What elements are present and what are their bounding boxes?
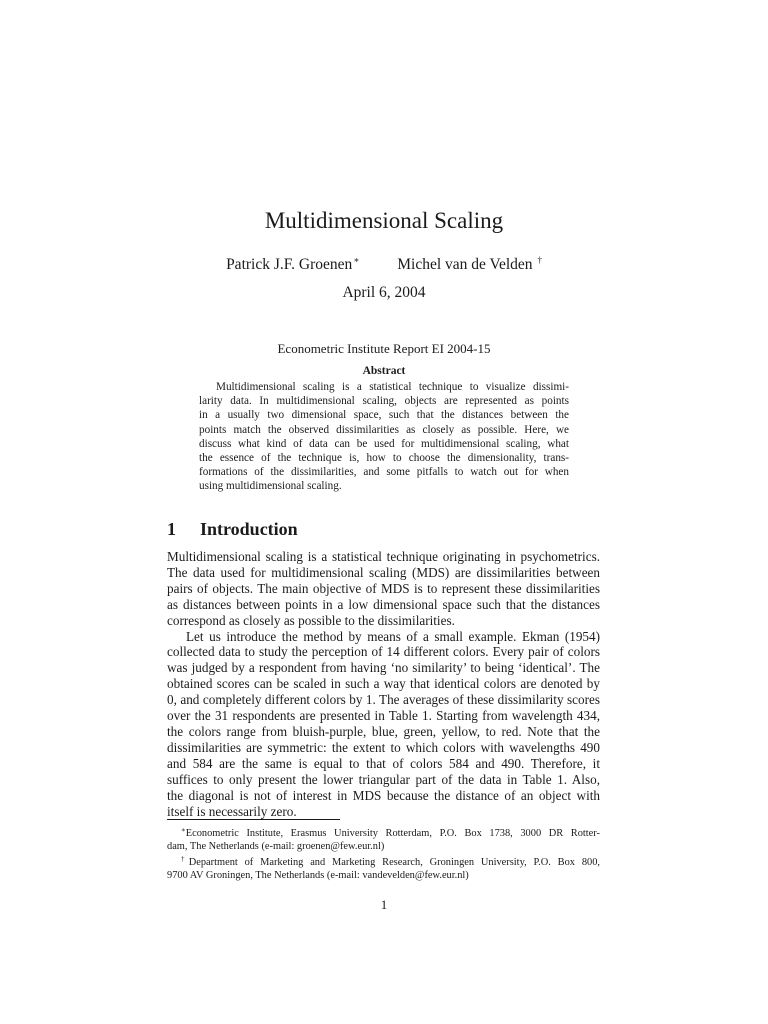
abstract-line: points match the observed dissimilarities as closely as possible. Here, we	[199, 423, 569, 436]
body-line: collected data to study the perception of 14 different colors. Every pair of colors	[167, 644, 600, 660]
abstract-line: larity data. In multidimensional scaling, objects are represented as points	[199, 395, 569, 408]
footnote-text: Department of Marketing and Marketing Research, Groningen University, P.O. Box 800,	[188, 857, 600, 869]
body-line: correspond as closely as possible to the dissimilarities.	[167, 612, 455, 628]
section-heading-introduction	[167, 517, 298, 541]
body-line: was judged by a respondent from having ‘no similarity’ to being ‘identical’. The	[167, 660, 600, 676]
footnote-mark: ∗	[181, 826, 186, 834]
body-line: over the 31 respondents are presented in Table 1. Starting from wavelength 434,	[167, 708, 600, 724]
footnote-divider	[167, 819, 340, 820]
section-title: Introduction	[200, 519, 298, 539]
body-line: itself is necessarily zero.	[167, 803, 297, 819]
paper-date: April 6, 2004	[342, 284, 426, 301]
section-number: 1	[167, 519, 176, 539]
footnote-line: dam, The Netherlands (e-mail: groenen@few.eur.nl)	[167, 840, 385, 852]
introduction-body	[167, 549, 600, 819]
body-line: dissimilarities are symmetric: the extent to which colors with wavelengths 490	[167, 739, 600, 755]
body-line: suffices to only present the lower triangular part of the data in Table 1. Also,	[167, 771, 600, 787]
abstract-line: discuss what kind of data can be used for multidimensional scaling, what	[199, 437, 569, 450]
body-line: 0, and completely different colors by 1. The averages of these dissimilarity scores	[167, 692, 600, 708]
abstract-line: formations of the dissimilarities, and some pitfalls to watch out for when	[199, 466, 569, 479]
author-footnote-mark: ∗	[353, 255, 360, 265]
abstract-line: in a usually two dimensional space, such that the distances between the	[199, 409, 569, 422]
report-number: Econometric Institute Report EI 2004-15	[277, 341, 491, 356]
body-line: Multidimensional scaling is a statistical technique originating in psychometrics.	[167, 549, 600, 564]
body-line: and 584 are the same is equal to that of colors 584 and 490. Therefore, it	[167, 755, 600, 771]
author-list	[0, 250, 768, 275]
body-line: the colors range from bluish-purple, blue, green, yellow, to red. Note that the	[167, 723, 600, 739]
abstract-body	[199, 380, 569, 494]
abstract-line: Multidimensional scaling is a statistical technique to visualize dissimi-	[216, 381, 569, 393]
author-van-de-velden	[397, 256, 542, 273]
body-line: Let us introduce the method by means of a small example. Ekman (1954)	[186, 628, 600, 644]
footnote-line	[167, 853, 600, 870]
author-footnote-mark: †	[537, 255, 542, 265]
body-line: The data used for multidimensional scaling (MDS) are dissimilarities between	[167, 564, 600, 580]
abstract-line: using multidimensional scaling.	[199, 480, 342, 493]
page-number: 1	[380, 897, 388, 912]
body-line: as distances between points in a low dimensional space such that the distances	[167, 596, 600, 612]
footnote-text: Econometric Institute, Erasmus University Rotterdam, P.O. Box 1738, 3000 DR Rotter-	[185, 828, 600, 839]
abstract-heading: Abstract	[362, 365, 406, 377]
footnote-mark: †	[181, 855, 189, 864]
paper-title: Multidimensional Scaling	[264, 208, 504, 233]
author-name: Michel van de Velden	[397, 256, 533, 273]
abstract-line: the essence of the technique is, how to choose the dimensionality, trans-	[199, 452, 569, 465]
body-line: obtained scores can be scaled in such a way that identical colors are denoted by	[167, 676, 600, 692]
footnote-line	[167, 824, 600, 841]
footnote-line: 9700 AV Groningen, The Netherlands (e-mail: vandevelden@few.eur.nl)	[167, 869, 469, 881]
footnotes	[167, 824, 600, 882]
author-name: Patrick J.F. Groenen	[226, 256, 353, 273]
body-line: the diagonal is not of interest in MDS because the distance of an object with	[167, 787, 600, 803]
author-groenen	[226, 256, 359, 273]
body-line: pairs of objects. The main objective of MDS is to represent these dissimilarities	[167, 580, 600, 596]
